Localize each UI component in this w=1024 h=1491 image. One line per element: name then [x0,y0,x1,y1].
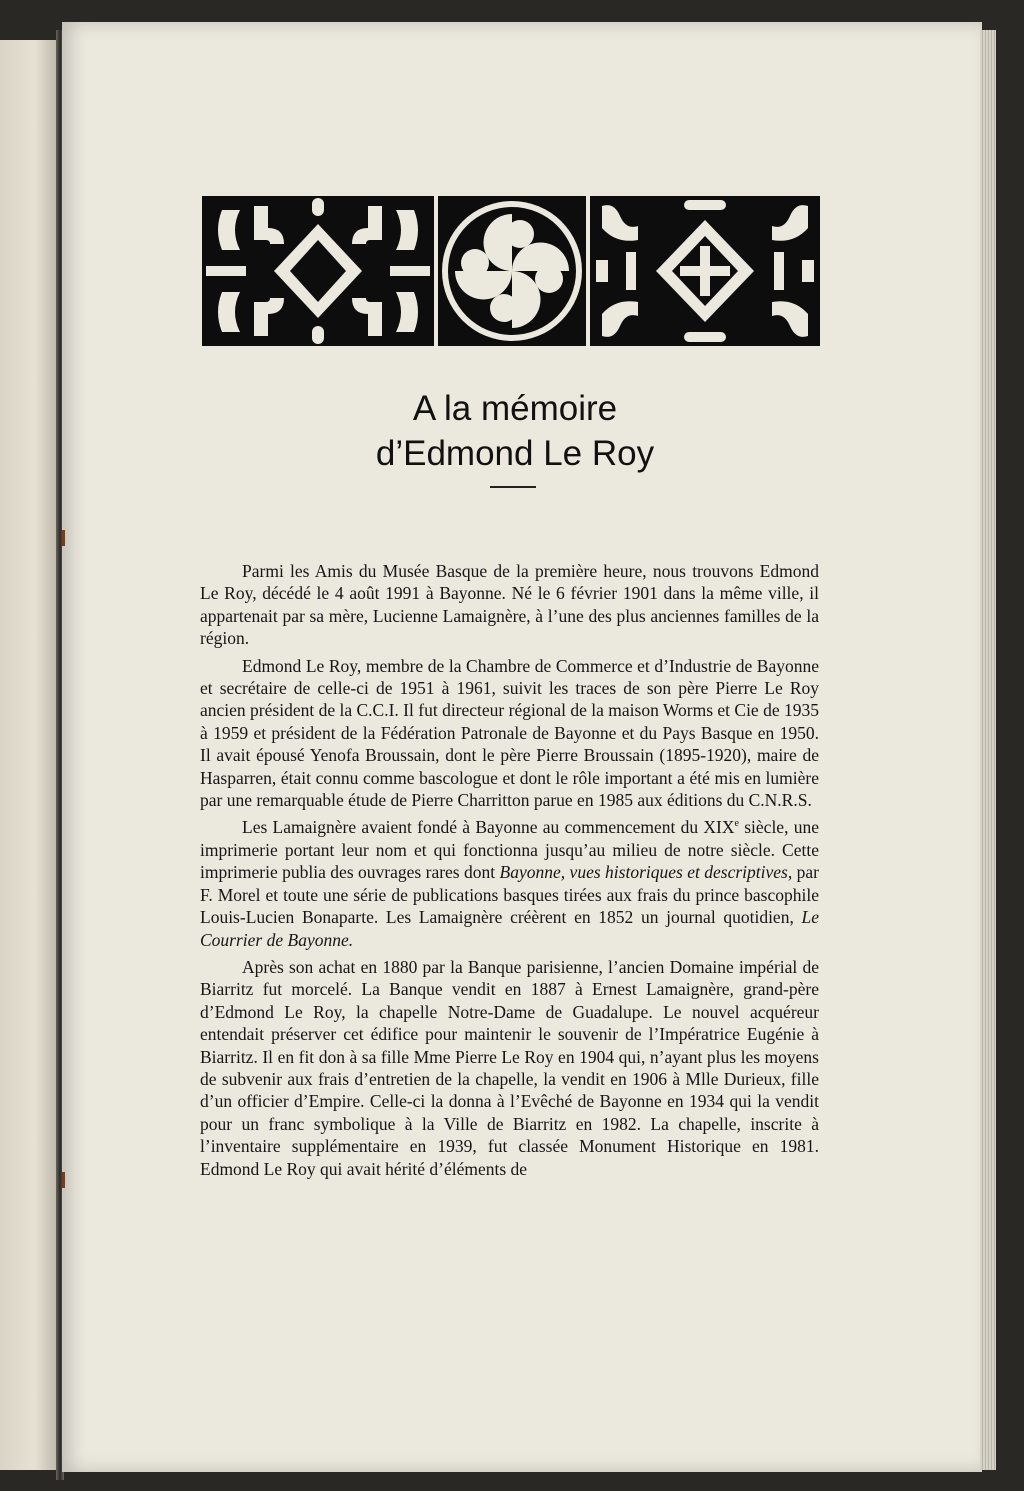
paragraph-3-text-c: , par F. Morel et toute une série de publications basques tirées aux frais du prince bascophile Louis-Lucien Bonaparte. Les Lamaignère créèrent en 1852 un journal quotidien, [200,862,819,928]
newspaper-title: Le Courrier de Bayonne. [200,907,819,950]
page-edges [980,30,996,1470]
book-title: Bayonne, vues historiques et descriptives [499,862,788,883]
decorative-banner [202,196,820,346]
superscript-e: e [734,818,739,830]
title-line-2: d’Edmond Le Roy [375,434,655,473]
paragraph-3-text-b: siècle, une imprimerie portant leur nom et qui fonctionna jusqu’au milieu de notre siècle. Cette imprimerie publia des ouvrages rares dont [200,817,819,883]
margin-mark [62,1172,65,1188]
paragraph-3 [200,816,819,950]
title-line-1: A la mémoire [412,389,618,428]
paragraph-1: Parmi les Amis du Musée Basque de la première heure, nous trouvons Edmond Le Roy, décédé le 4 août 1991 à Bayonne. Né le 6 février 1901 dans la même ville, il appartenait par sa mère, Lucienne Lamaignère, à l’une des plus anciennes familles de la région. [200,561,819,649]
article-body [200,560,819,1185]
page-title [180,386,850,476]
paragraph-4: Après son achat en 1880 par la Banque parisienne, l’ancien Domaine impérial de Biarritz fut morcelé. La Banque vendit en 1887 à Ernest Lamaignère, grand-père d’Edmond Le Roy, la chapelle Notre-Dame de Guadalupe. Le nouvel acquéreur entendait préserver cet édifice pour maintenir le souvenir de l’Impératrice Eugénie à Biarritz. Il en fit don à sa fille Mme Pierre Le Roy en 1904 qui, n’ayant plus les moyens de subvenir aux frais d’entretien de la chapelle, la vendit en 1906 à Mlle Durieux, fille d’un officier d’Empire. Celle-ci la donna à l’Evêché de Bayonne en 1934 qui la vendit pour un franc symbolique à la Ville de Biarritz en 1982. La chapelle, inscrite à l’inventaire supplémentaire en 1939, fut classée Monument Historique en 1981. Edmond Le Roy qui avait hérité d’éléments de [200,956,819,1179]
paragraph-2: Edmond Le Roy, membre de la Chambre de Commerce et d’Industrie de Bayonne et secrétaire de celle-ci de 1951 à 1961, suivit les traces de son père Pierre Le Roy ancien président de la C.C.I. Il fut directeur régional de la maison Worms et Cie de 1935 à 1959 et président de la Fédération Patronale de Bayonne et du Pays Basque en 1950. Il avait épousé Yenofa Broussain, dont le père Pierre Broussain (1895-1920), maire de Hasparren, était connu comme bascologue et dont le rôle important a été mis en lumière par une remarquable étude de Pierre Charritton parue en 1985 aux éditions du C.N.R.S. [200,655,819,811]
left-page-edge [0,40,58,1470]
lauburu-icon [438,196,586,346]
title-divider [490,486,536,488]
basque-ornament-icon [202,196,434,346]
basque-ornament-icon [590,196,820,346]
paragraph-3-text-a: Les Lamaignère avaient fondé à Bayonne au commencement du XIX [242,817,735,838]
margin-mark [62,530,65,546]
